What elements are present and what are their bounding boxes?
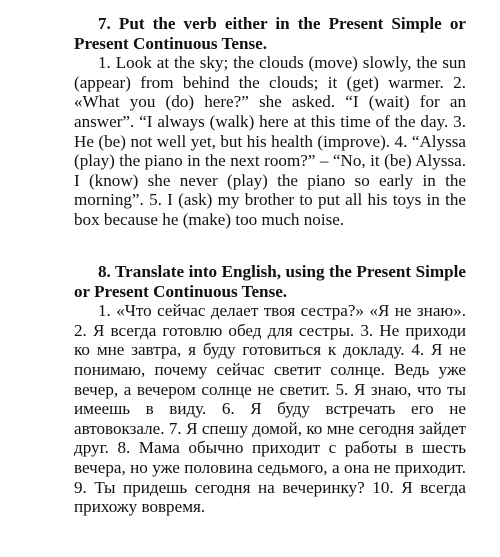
exercise-7 bbox=[74, 14, 466, 230]
exercise-8-body: 1. «Что сейчас делает твоя сестра?» «Я не знаю». 2. Я всегда готовлю обед для сестры. 3. Не приходи ко мне завтра, я буду готовиться к докладу. 4. Я не понимаю, почему сейчас светит солнце. Ведь уже вечер, а вечером солнце не светит. 5. Я знаю, что ты имеешь в виду. 6. Я буду встречать его не автовокзале. 7. Я спешу домой, ко мне сегодня зайдет друг. 8. Мама обычно приходит с работы в шесть вечера, но уже половина седьмого, а она не приходит. 9. Ты придешь сегодня на вечеринку? 10. Я всегда прихожу вовремя. bbox=[74, 301, 466, 517]
exercise-7-body: 1. Look at the sky; the clouds (move) slowly, the sun (appear) from behind the clouds; it (get) warmer. 2. «What you (do) here?” she asked. “I (wait) for an answer”. “I always (walk) here at this time of the day. 3. He (be) not well yet, but his health (improve). 4. “Alyssa (play) the piano in the next room?” – “No, it (be) Alyssa. I (know) she never (play) the piano so early in the morning”. 5. I (ask) my brother to put all his toys in the box because he (make) too much noise. bbox=[74, 53, 466, 229]
exercise-8 bbox=[74, 262, 466, 517]
exercise-7-title: 7. Put the verb either in the Present Simple or Present Continuous Tense. bbox=[74, 14, 466, 53]
exercise-8-title: 8. Translate into English, using the Present Simple or Present Continuous Tense. bbox=[74, 262, 466, 301]
